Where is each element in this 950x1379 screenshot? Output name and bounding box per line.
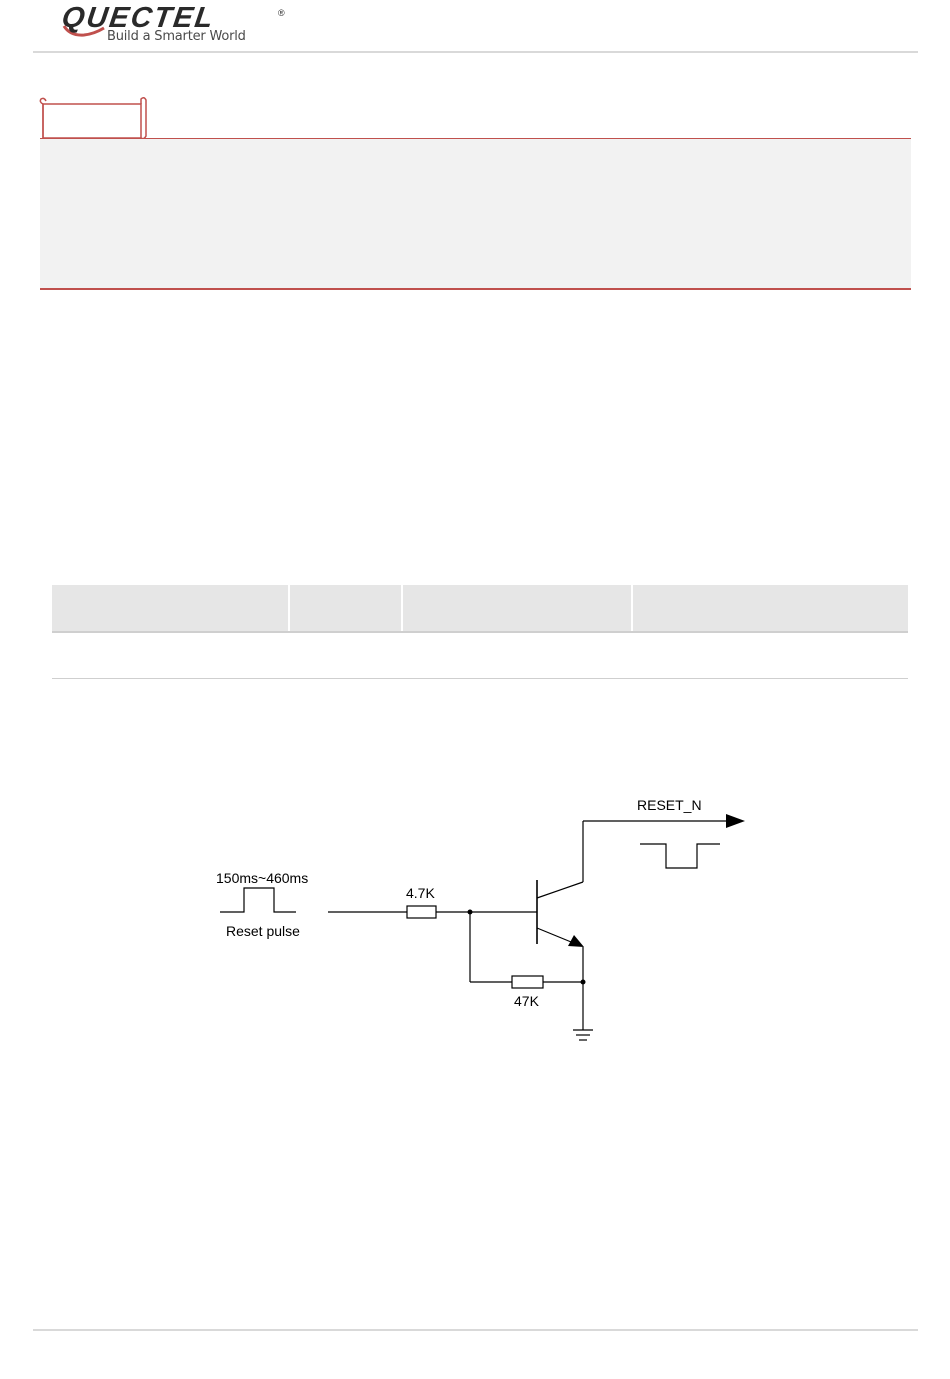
quectel-logo	[60, 2, 300, 44]
table-header-cell	[290, 585, 401, 631]
reset-n-label: RESET_N	[637, 797, 702, 813]
transistor-collector	[537, 882, 583, 898]
table-header-cell	[633, 585, 908, 631]
emitter-arrow	[568, 935, 584, 947]
reset-pulse-waveform	[220, 888, 296, 912]
resistor-4-7k	[407, 906, 436, 918]
output-arrow	[726, 814, 745, 828]
logo-tagline: Build a Smarter World	[107, 29, 246, 44]
note-bottom-rule	[40, 288, 911, 290]
note-top-rule	[40, 138, 911, 139]
note-scroll-icon	[38, 96, 150, 142]
table-bottom-rule	[52, 678, 908, 679]
reset-n-waveform	[640, 844, 720, 868]
resistor-47k	[512, 976, 543, 988]
resistor-4-7k-label: 4.7K	[406, 885, 435, 901]
footer-divider	[33, 1329, 918, 1331]
table-header-cell	[52, 585, 288, 631]
registered-mark: ®	[278, 8, 285, 18]
transistor-emitter	[537, 928, 576, 944]
table-header-rule	[52, 631, 908, 633]
header-divider	[33, 51, 918, 53]
reset-pulse-label: Reset pulse	[226, 923, 300, 939]
junction-dot	[468, 910, 473, 915]
note-box	[40, 139, 911, 288]
resistor-47k-label: 47K	[514, 993, 539, 1009]
junction-dot	[581, 980, 586, 985]
reset-circuit-diagram	[200, 780, 760, 1060]
table-header-cell	[403, 585, 631, 631]
logo-wordmark: QUECTEL	[59, 2, 217, 34]
pulse-duration-label: 150ms~460ms	[216, 870, 309, 886]
